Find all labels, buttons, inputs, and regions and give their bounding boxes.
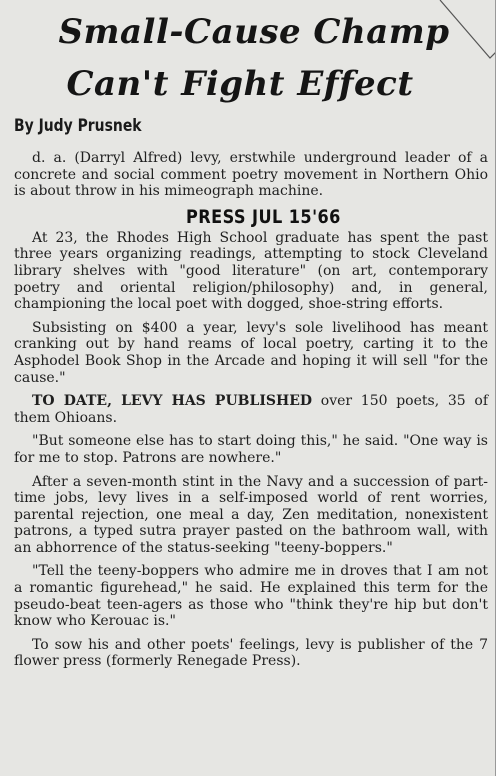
paragraph-3: Subsisting on $400 a year, levy's sole livelihood has meant cranking out by hand reams of local poetry, carting it to the Asphodel Book Shop in the Arcade and hoping it will sell "for the cause." — [14, 319, 488, 386]
paragraph-5: "But someone else has to start doing this," he said. "One way is for me to stop. Patrons are nowhere." — [14, 433, 488, 466]
paragraph-6: After a seven-month stint in the Navy and a succession of part-time jobs, levy lives in a self-imposed world of rent worries, parental rejection, one meal a day, Zen meditation, nonexistent patrons, a typed sutra prayer pasted on the bathroom wall, with an abhorrence of the status-seeking "teeny-boppers." — [14, 473, 488, 556]
headline-line-1: Small-Cause Champ — [58, 12, 450, 52]
article-body — [14, 150, 488, 677]
date-stamp: PRESS JUL 15'66 — [186, 206, 341, 228]
paragraph-4 — [14, 393, 488, 426]
paragraph-4-text: over 150 poets, 35 of them Ohioans. — [14, 393, 489, 426]
paragraph-2: At 23, the Rhodes High School graduate has spent the past three years organizing readings, attempting to stock Cleveland library shelves with "good literature" (on art, contemporary poetry and oriental religion/philosophy) and, in general, championing the local poet with dogged, shoe-string efforts. — [14, 229, 488, 313]
paragraph-1: d. a. (Darryl Alfred) levy, erstwhile underground leader of a concrete and social comment poetry movement in Northern Ohio is about throw in his mimeograph machine. — [14, 150, 488, 200]
paragraph-4-lead: TO DATE, LEVY HAS PUBLISHED — [32, 393, 313, 410]
headline-line-2: Can't Fight Effect — [66, 64, 414, 104]
paragraph-8: To sow his and other poets' feelings, levy is publisher of the 7 flower press (formerly Renegade Press). — [14, 636, 488, 670]
paragraph-7: "Tell the teeny-boppers who admire me in droves that I am not a romantic figurehead," he said. He explained this term for the pseudo-beat teen-agers as those who "think they're hip but don't know who Kerouac is." — [14, 563, 488, 630]
byline: By Judy Prusnek — [14, 116, 142, 136]
